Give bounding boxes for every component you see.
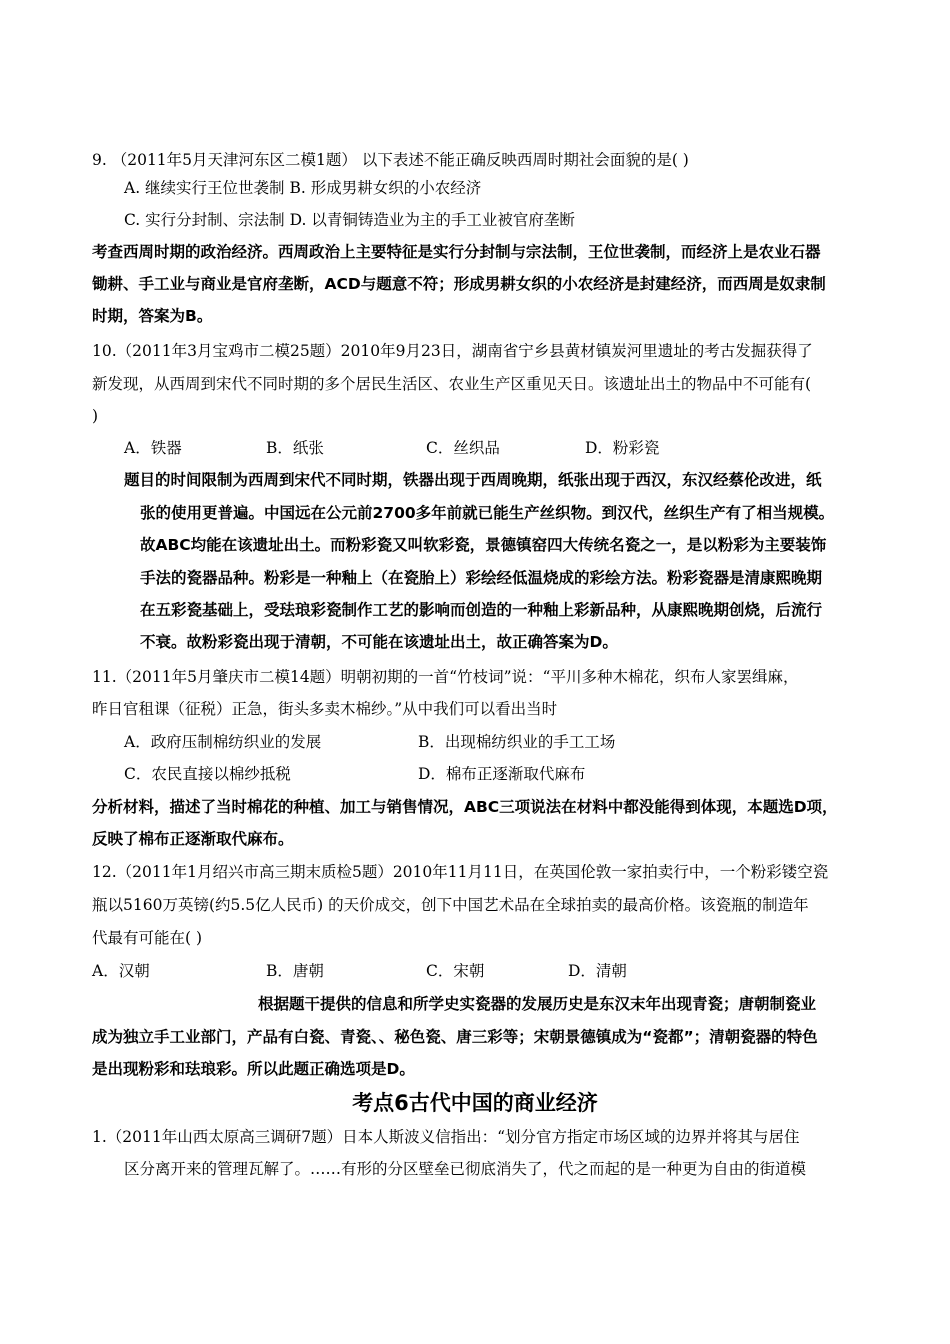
q9-options-line1: A. 继续实行王位世袭制 B. 形成男耕女织的小农经济 bbox=[124, 179, 482, 197]
q11-option-c: C．农民直接以棉纱抵税 bbox=[124, 765, 291, 783]
q11-analysis-line1: 分析材料，描述了当时棉花的种植、加工与销售情况，ABC三项说法在材料中都没能得到体现，本题选D项， bbox=[92, 798, 838, 816]
q10-analysis-line4: 手法的瓷器品种。粉彩是一种釉上（在瓷胎上）彩绘经低温烧成的彩绘方法。粉彩瓷器是清康熙晚期 bbox=[140, 569, 823, 587]
section-heading: 考点6古代中国的商业经济 bbox=[352, 1091, 598, 1115]
q9-stem: 9. （2011年5月天津河东区二模1题） 以下表述不能正确反映西周时期社会面貌的是( ) bbox=[92, 151, 689, 169]
q11-stem-line1: 11.（2011年5月肇庆市二模14题）明朝初期的一首“竹枝词”说：“平川多种木棉花，织布人家罢缉麻， bbox=[92, 668, 799, 686]
q12-option-b: B．唐朝 bbox=[266, 962, 324, 980]
q9-analysis-line3: 时期，答案为B。 bbox=[92, 307, 213, 325]
q12-analysis-line1: 根据题干提供的信息和所学史实瓷器的发展历史是东汉末年出现青瓷；唐朝制瓷业 bbox=[258, 995, 817, 1013]
q10-stem-line2: 新发现，从西周到宋代不同时期的多个居民生活区、农业生产区重见天日。该遗址出土的物品中不可能有( bbox=[92, 375, 812, 393]
q10-stem-line3: ) bbox=[92, 407, 99, 425]
q10-analysis-line5: 在五彩瓷基础上，受珐琅彩瓷制作工艺的影响而创造的一种釉上彩新品种，从康熙晚期创烧，后流行 bbox=[140, 601, 823, 619]
q12-option-a: A．汉朝 bbox=[92, 962, 150, 980]
s6q1-stem-line1: 1.（2011年山西太原高三调研7题）日本人斯波义信指出：“划分官方指定市场区域的边界并将其与居住 bbox=[92, 1128, 800, 1146]
q10-analysis-line2: 张的使用更普遍。中国远在公元前2700多年前就已能生产丝织物。到汉代，丝织生产有了相当规模。 bbox=[140, 504, 835, 522]
q10-stem-line1: 10.（2011年3月宝鸡市二模25题）2010年9月23日，湖南省宁乡县黄材镇炭河里遗址的考古发掘获得了 bbox=[92, 342, 813, 360]
q10-option-b: B．纸张 bbox=[266, 439, 324, 457]
q12-stem-line1: 12.（2011年1月绍兴市高三期末质检5题）2010年11月11日，在英国伦敦一家拍卖行中，一个粉彩镂空瓷 bbox=[92, 863, 829, 881]
q12-analysis-line3: 是出现粉彩和珐琅彩。所以此题正确选项是D。 bbox=[92, 1060, 415, 1078]
q10-analysis-line1: 题目的时间限制为西周到宋代不同时期，铁器出现于西周晚期，纸张出现于西汉，东汉经蔡伦改进，纸 bbox=[124, 471, 822, 489]
q10-analysis-line6: 不衰。故粉彩瓷出现于清朝，不可能在该遗址出土，故正确答案为D。 bbox=[140, 633, 618, 651]
q10-option-a: A．铁器 bbox=[124, 439, 182, 457]
q10-option-d: D．粉彩瓷 bbox=[585, 439, 660, 457]
q11-option-d: D．棉布正逐渐取代麻布 bbox=[418, 765, 586, 783]
s6q1-stem-line2: 区分离开来的管理瓦解了。……有形的分区壁垒已彻底消失了，代之而起的是一种更为自由的街道模 bbox=[124, 1160, 807, 1178]
q11-option-b: B．出现棉纺织业的手工工场 bbox=[418, 733, 616, 751]
q9-options-line2: C. 实行分封制、宗法制 D. 以青铜铸造业为主的手工业被官府垄断 bbox=[124, 211, 575, 229]
q11-option-a: A．政府压制棉纺织业的发展 bbox=[124, 733, 322, 751]
q12-analysis-line2: 成为独立手工业部门，产品有白瓷、青瓷、、秘色瓷、唐三彩等；宋朝景德镇成为“瓷都”；清朝瓷器的特色 bbox=[92, 1028, 818, 1046]
q12-stem-line3: 代最有可能在( ) bbox=[92, 929, 203, 947]
q11-stem-line2: 昨日官租课（征税）正急，街头多卖木棉纱。”从中我们可以看出当时 bbox=[92, 700, 558, 718]
q12-stem-line2: 瓶以5160万英镑(约5.5亿人民币) 的天价成交，创下中国艺术品在全球拍卖的最高价格。该瓷瓶的制造年 bbox=[92, 896, 809, 914]
q11-analysis-line2: 反映了棉布正逐渐取代麻布。 bbox=[92, 830, 294, 848]
q9-analysis-line2: 锄耕、手工业与商业是官府垄断，ACD与题意不符；形成男耕女织的小农经济是封建经济，而西周是奴隶制 bbox=[92, 275, 826, 293]
q10-option-c: C．丝织品 bbox=[426, 439, 500, 457]
q9-analysis-line1: 考查西周时期的政治经济。西周政治上主要特征是实行分封制与宗法制，王位世袭制，而经济上是农业石器 bbox=[92, 243, 821, 261]
q12-option-d: D．清朝 bbox=[568, 962, 627, 980]
q10-analysis-line3: 故ABC均能在该遗址出土。而粉彩瓷又叫软彩瓷，景德镇窑四大传统名瓷之一，是以粉彩为主要装饰 bbox=[140, 536, 827, 554]
q12-option-c: C．宋朝 bbox=[426, 962, 485, 980]
